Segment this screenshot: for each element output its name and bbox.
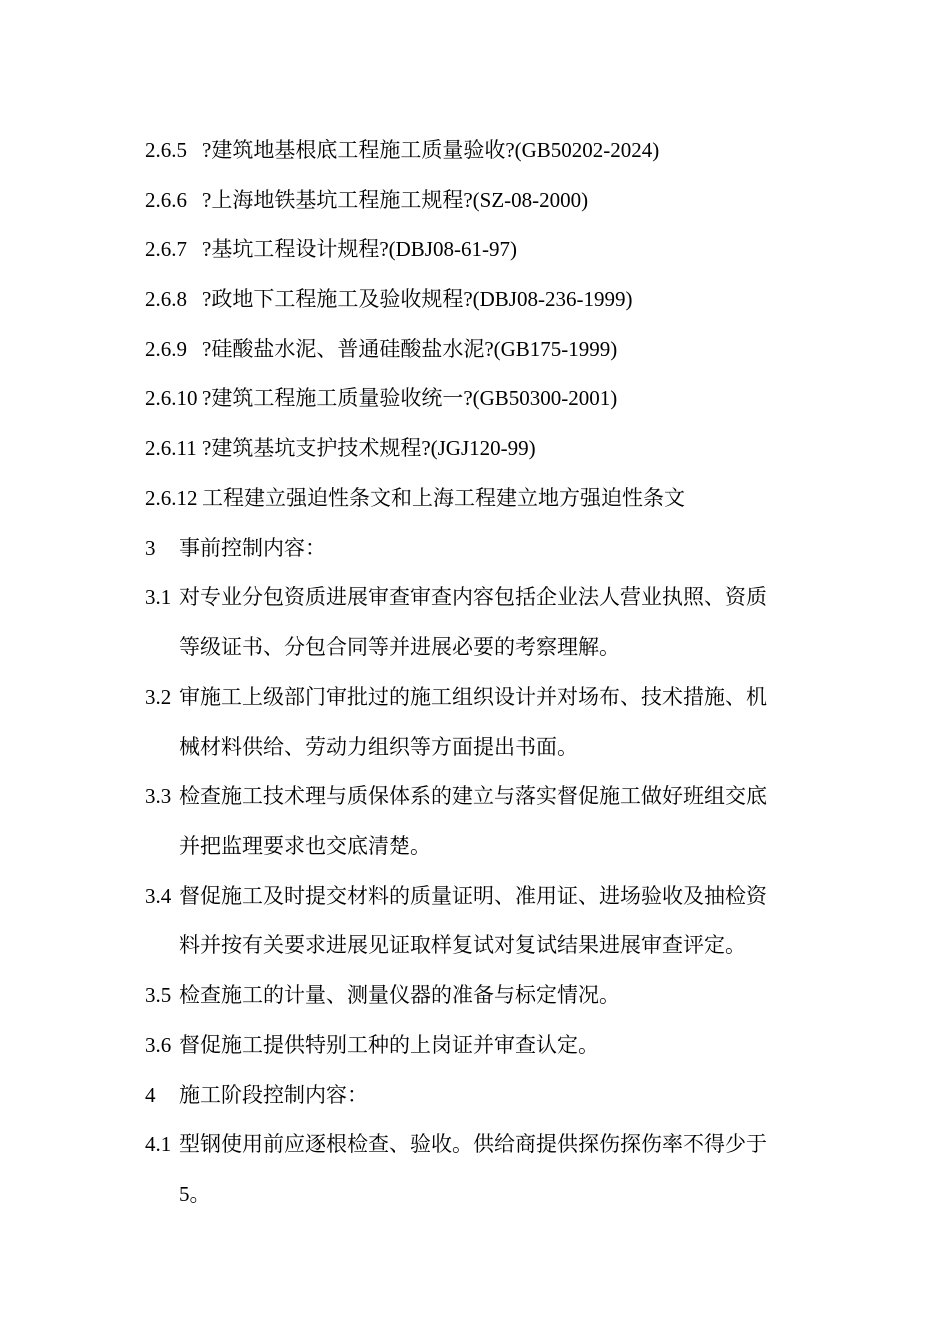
- clause-number: 2.6.7: [145, 237, 187, 261]
- clause-number: 3.3: [145, 784, 172, 808]
- clause-3-4-continuation: 料并按有关要求进展见证取样复试对复试结果进展审查评定。: [179, 933, 746, 957]
- clause-number: 2.6.12: [145, 486, 198, 510]
- clause-number: 2.6.9: [145, 337, 187, 361]
- section-number: 4: [145, 1083, 156, 1107]
- clause-3-1-continuation: 等级证书、分包合同等并进展必要的考察理解。: [179, 635, 620, 659]
- clause-2-6-7: [145, 235, 517, 263]
- clause-text: ?基坑工程设计规程?(DBJ08-61-97): [202, 237, 517, 261]
- clause-text: 检查施工技术理与质保体系的建立与落实督促施工做好班组交底: [179, 784, 767, 808]
- clause-2-6-9: [145, 335, 617, 363]
- section-title: 施工阶段控制内容：: [179, 1083, 368, 1107]
- clause-number: 2.6.11: [145, 436, 197, 460]
- clause-3-2-continuation: 械材料供给、劳动力组织等方面提出书面。: [179, 735, 578, 759]
- clause-3-3: [145, 782, 767, 810]
- clause-4-1: [145, 1130, 767, 1158]
- clause-2-6-8: [145, 285, 632, 313]
- clause-number: 2.6.5: [145, 138, 187, 162]
- section-number: 3: [145, 536, 156, 560]
- clause-text: 型钢使用前应逐根检查、验收。供给商提供探伤探伤率不得少于: [179, 1132, 767, 1156]
- clause-text: 检查施工的计量、测量仪器的准备与标定情况。: [179, 983, 620, 1007]
- clause-3-4: [145, 882, 767, 910]
- clause-number: 3.1: [145, 585, 172, 609]
- clause-number: 2.6.8: [145, 287, 187, 311]
- clause-text: ?建筑地基根底工程施工质量验收?(GB50202-2024): [202, 138, 660, 162]
- section-3-heading: [145, 534, 326, 562]
- clause-2-6-6: [145, 186, 588, 214]
- clause-text: 督促施工及时提交材料的质量证明、准用证、进场验收及抽检资: [179, 884, 767, 908]
- clause-text: 督促施工提供特别工种的上岗证并审查认定。: [179, 1033, 599, 1057]
- clause-3-3-continuation: 并把监理要求也交底清楚。: [179, 834, 431, 858]
- clause-text: 审施工上级部门审批过的施工组织设计并对场布、技术措施、机: [179, 685, 767, 709]
- clause-3-2: [145, 683, 767, 711]
- clause-text: ?建筑工程施工质量验收统一?(GB50300-2001): [202, 386, 618, 410]
- clause-number: 3.6: [145, 1033, 172, 1057]
- clause-4-1-continuation: 5。: [179, 1182, 211, 1206]
- section-title: 事前控制内容：: [179, 536, 326, 560]
- clause-text: ?上海地铁基坑工程施工规程?(SZ-08-2000): [202, 188, 589, 212]
- clause-2-6-11: [145, 434, 536, 462]
- clause-number: 3.4: [145, 884, 172, 908]
- section-4-heading: [145, 1081, 368, 1109]
- clause-text: ?政地下工程施工及验收规程?(DBJ08-236-1999): [202, 287, 633, 311]
- clause-number: 4.1: [145, 1132, 172, 1156]
- clause-text: 对专业分包资质进展审查审查内容包括企业法人营业执照、资质: [179, 585, 767, 609]
- clause-3-6: [145, 1031, 599, 1059]
- clause-text: ?硅酸盐水泥、普通硅酸盐水泥?(GB175-1999): [202, 337, 618, 361]
- clause-3-1: [145, 583, 767, 611]
- clause-number: 2.6.10: [145, 386, 198, 410]
- clause-2-6-10: [145, 384, 617, 412]
- clause-number: 3.2: [145, 685, 172, 709]
- clause-number: 3.5: [145, 983, 172, 1007]
- clause-number: 2.6.6: [145, 188, 187, 212]
- clause-3-5: [145, 981, 620, 1009]
- clause-2-6-5: [145, 136, 659, 164]
- clause-text: 工程建立强迫性条文和上海工程建立地方强迫性条文: [202, 486, 685, 510]
- clause-2-6-12: [145, 484, 685, 512]
- clause-text: ?建筑基坑支护技术规程?(JGJ120-99): [202, 436, 536, 460]
